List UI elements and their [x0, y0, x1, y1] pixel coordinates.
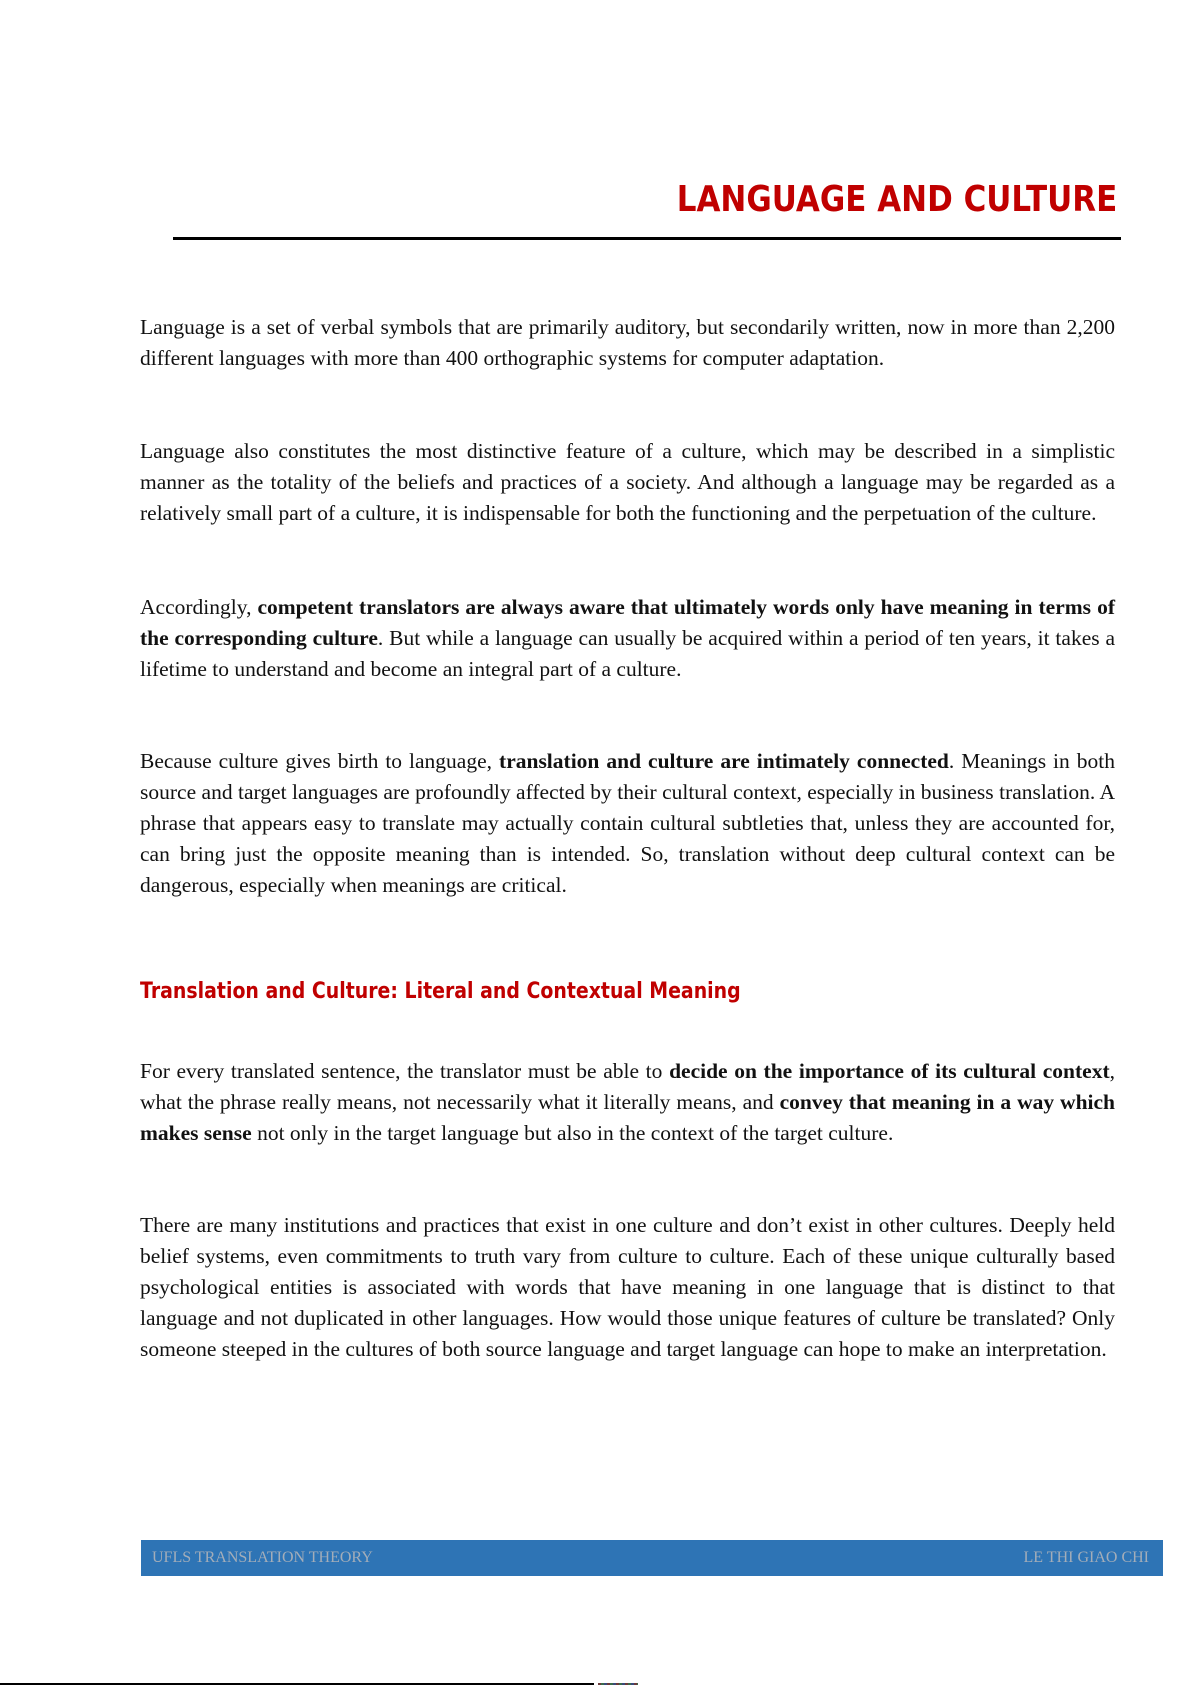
paragraph-text: Language is a set of verbal symbols that are primarily auditory, but secondarily written, now in more than 2,200 different languages with more than 400 orthographic systems for computer adaptation.: [140, 315, 1115, 370]
paragraph-2: [140, 436, 1115, 529]
paragraph-text: For every translated sentence, the translator must be able to: [140, 1059, 670, 1083]
paragraph-text: Because culture gives birth to language,: [140, 749, 500, 773]
paragraph-text: . But while a language can usually be acquired within a period of ten years, it takes a lifetime to understand and become an integral part of a culture.: [140, 626, 1116, 681]
paragraph-4: [140, 746, 1115, 901]
paragraph-text: There are many institutions and practices that exist in one culture and don’t exist in other cultures. Deeply held belief systems, even commitments to truth vary from culture to culture. Each of these unique culturally based psychological entities is associated with words that have meaning in one language that is distinct to that language and not duplicated in other languages. How would those unique features of culture be translated? Only someone steeped in the cultures of both source language and target language can hope to make an interpretation.: [140, 1213, 1115, 1361]
paragraph-3: [140, 592, 1115, 685]
section-heading: Translation and Culture: Literal and Contextual Meaning: [140, 979, 741, 1004]
paragraph-text: Language also constitutes the most distinctive feature of a culture, which may be described in a simplistic manner as the totality of the beliefs and practices of a society. And although a language may be regarded as a relatively small part of a culture, it is indispensable for both the functioning and the perpetuation of the culture.: [140, 439, 1115, 525]
emphasis-text: decide on the importance of its cultural context: [669, 1059, 1110, 1083]
page-title: LANGUAGE AND CULTURE: [676, 179, 1117, 220]
section-paragraph-1: [140, 1056, 1115, 1149]
footer-course-title: UFLS TRANSLATION THEORY: [152, 1549, 373, 1566]
emphasis-text: competent translators are always aware that ultimately words only have meaning in terms of the corresponding culture: [140, 595, 1115, 650]
paragraph-text: , what the phrase really means, not necessarily what it literally means, and: [140, 1059, 1115, 1114]
paragraph-1: [140, 312, 1115, 374]
paragraph-text: . Meanings in both source and target languages are profoundly affected by their cultural context, especially in business translation. A phrase that appears easy to translate may actually contain cultural subtleties that, unless they are accounted for, can bring just the opposite meaning than is intended. So, translation without deep cultural context can be dangerous, especially when meanings are critical.: [140, 749, 1116, 897]
page-footer: [141, 1540, 1163, 1576]
emphasis-text: translation and culture are intimately connected: [499, 749, 949, 773]
footer-author: LE THI GIAO CHI: [1023, 1549, 1149, 1566]
paragraph-text: not only in the target language but also in the context of the target culture.: [251, 1121, 894, 1145]
title-divider: [173, 237, 1121, 240]
emphasis-text: convey that meaning in a way which makes sense: [140, 1090, 1115, 1145]
section-paragraph-2: [140, 1210, 1115, 1365]
paragraph-text: Accordingly,: [140, 595, 258, 619]
